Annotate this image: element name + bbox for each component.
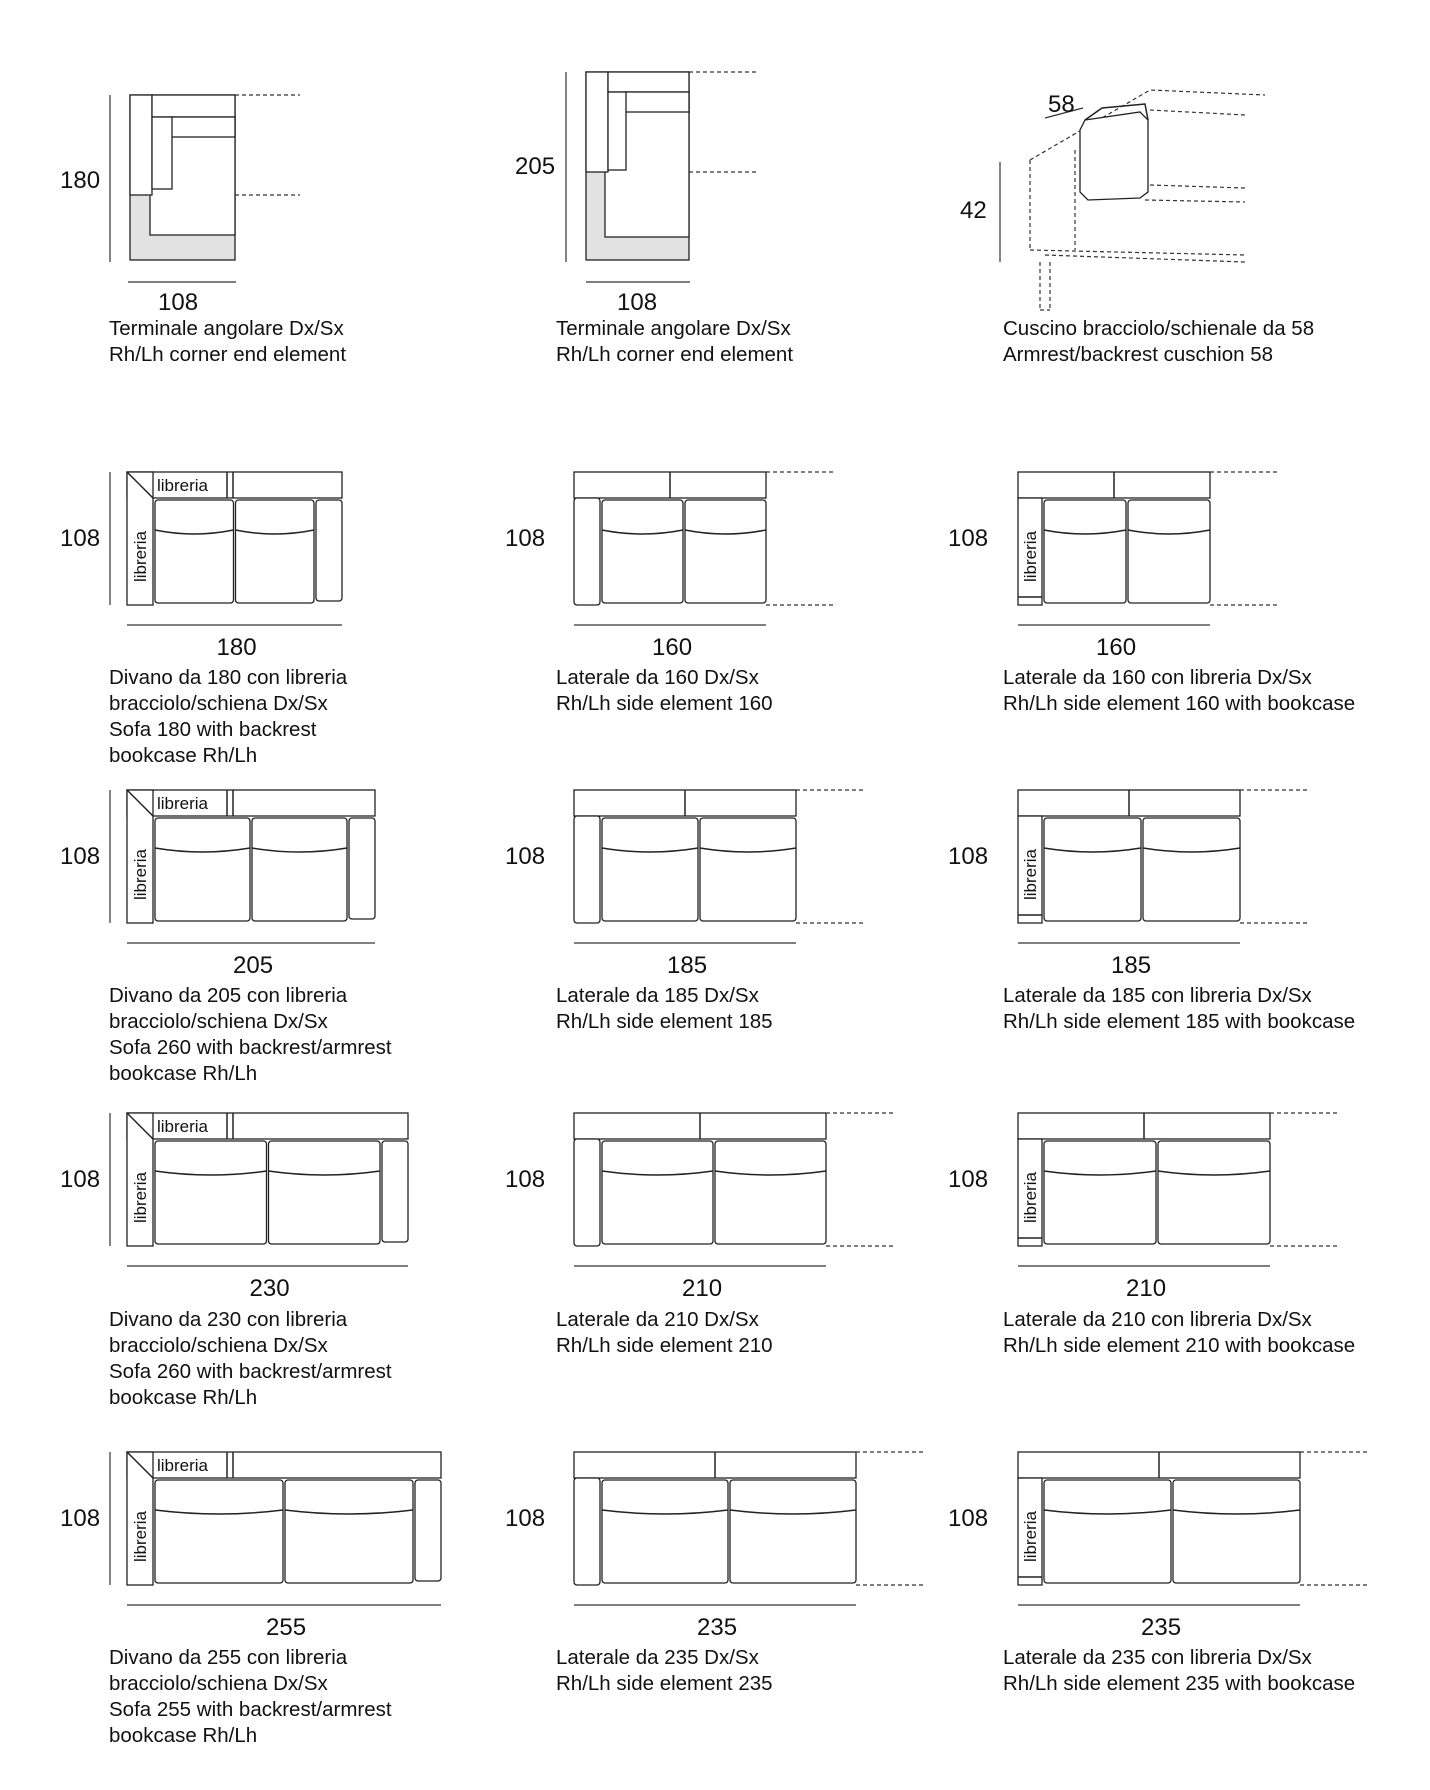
dim-height: 108: [505, 1505, 546, 1532]
armrest-cushion: [960, 90, 1265, 310]
caption-line: Rh/Lh side element 235: [556, 1672, 773, 1695]
caption-line: Armrest/backrest cuschion 58: [1003, 343, 1274, 366]
caption-line: bookcase Rh/Lh: [109, 1062, 258, 1085]
caption-line: Divano da 205 con libreria: [109, 984, 348, 1007]
dim-height: 180: [60, 167, 101, 194]
caption-line: Divano da 255 con libreria: [109, 1646, 348, 1669]
caption-line: Terminale angolare Dx/Sx: [109, 317, 344, 340]
caption-line: Rh/Lh side element 185: [556, 1010, 773, 1033]
seat-cushion: [1044, 1141, 1156, 1244]
dim-height: 108: [948, 1166, 989, 1193]
seat-cushion: [1173, 1480, 1300, 1583]
lateral-185: [505, 790, 864, 979]
seat-cushion: [155, 818, 250, 921]
lateral-bookcase-160: [948, 472, 1278, 661]
caption-line: Rh/Lh side element 160 with bookcase: [1003, 692, 1356, 715]
seat-cushion: [1158, 1141, 1270, 1244]
caption-line: Terminale angolare Dx/Sx: [556, 317, 791, 340]
seat-cushion: [1128, 500, 1210, 603]
dim-width: 210: [682, 1275, 723, 1302]
caption-cushion: [1003, 316, 1314, 368]
dim-height: 205: [515, 153, 556, 180]
dim-height: 108: [60, 1505, 101, 1532]
seat-cushion: [252, 818, 347, 921]
libreria-label-side: libreria: [131, 1171, 150, 1223]
caption-line: Divano da 230 con libreria: [109, 1308, 348, 1331]
libreria-label-top: libreria: [157, 794, 209, 813]
seat-cushion: [1044, 500, 1126, 603]
caption-line: Rh/Lh side element 185 with bookcase: [1003, 1010, 1356, 1033]
caption-lateral-bookcase-160: [1003, 665, 1355, 717]
caption-line: Rh/Lh corner end element: [109, 343, 347, 366]
lateral-bookcase-210: [948, 1113, 1338, 1302]
caption-line: bracciolo/schiena Dx/Sx: [109, 1672, 328, 1695]
seat-cushion: [602, 1480, 728, 1583]
dim-width: 230: [249, 1275, 290, 1302]
libreria-label-side: libreria: [131, 1510, 150, 1562]
dim-height: 108: [60, 843, 101, 870]
dim-height: 108: [60, 1166, 101, 1193]
caption-line: bracciolo/schiena Dx/Sx: [109, 1010, 328, 1033]
dim-height: 108: [60, 525, 101, 552]
caption-line: Rh/Lh side element 235 with bookcase: [1003, 1672, 1356, 1695]
caption-corner-a: [109, 316, 346, 368]
libreria-label-side: libreria: [1021, 530, 1040, 582]
seat-cushion: [685, 500, 766, 603]
armrest: [574, 816, 600, 923]
caption-line: Divano da 180 con libreria: [109, 666, 348, 689]
caption-line: Laterale da 185 con libreria Dx/Sx: [1003, 984, 1312, 1007]
libreria-label-side: libreria: [131, 848, 150, 900]
dim-height: 108: [948, 843, 989, 870]
caption-lateral-160: [556, 665, 773, 717]
caption-lateral-235: [556, 1645, 773, 1697]
dim-width: 235: [697, 1614, 738, 1641]
lateral-column: [505, 472, 924, 1641]
caption-lateral-185: [556, 983, 773, 1035]
seat-cushion: [236, 500, 315, 603]
dim-depth: 58: [1048, 91, 1075, 118]
seat-cushion: [1143, 818, 1240, 921]
seat-cushion: [602, 500, 683, 603]
libreria-label-top: libreria: [157, 476, 209, 495]
libreria-label-top: libreria: [157, 1456, 209, 1475]
lateral-210: [505, 1113, 894, 1302]
caption-line: Sofa 260 with backrest/armrest: [109, 1360, 392, 1383]
dim-width: 108: [158, 289, 199, 316]
seat-cushion: [700, 818, 796, 921]
lateral-160: [505, 472, 834, 661]
caption-line: bookcase Rh/Lh: [109, 1724, 258, 1747]
caption-line: Rh/Lh corner end element: [556, 343, 794, 366]
seat-cushion: [602, 818, 698, 921]
caption-line: bracciolo/schiena Dx/Sx: [109, 692, 328, 715]
caption-lateral-bookcase-235: [1003, 1645, 1355, 1697]
caption-line: Laterale da 160 con libreria Dx/Sx: [1003, 666, 1312, 689]
dim-width: 235: [1141, 1614, 1182, 1641]
caption-line: Rh/Lh side element 160: [556, 692, 773, 715]
armrest: [349, 818, 375, 919]
caption-sofa-180: [109, 665, 347, 769]
dim-height: 42: [960, 197, 987, 224]
seat-cushion: [285, 1480, 413, 1583]
dim-width: 160: [1096, 634, 1137, 661]
caption-line: bookcase Rh/Lh: [109, 1386, 258, 1409]
sofa-255: [60, 1452, 441, 1641]
seat-cushion: [269, 1141, 381, 1244]
libreria-label-top: libreria: [157, 1117, 209, 1136]
dim-height: 108: [505, 525, 546, 552]
libreria-label-side: libreria: [1021, 848, 1040, 900]
caption-sofa-230: [109, 1307, 392, 1411]
caption-corner-b: [556, 316, 793, 368]
caption-lateral-bookcase-185: [1003, 983, 1355, 1035]
lateral-bookcase-column: [948, 472, 1368, 1641]
lateral-bookcase-185: [948, 790, 1308, 979]
libreria-label-side: libreria: [131, 530, 150, 582]
dim-width: 180: [216, 634, 257, 661]
caption-sofa-255: [109, 1645, 392, 1749]
caption-line: Sofa 260 with backrest/armrest: [109, 1036, 392, 1059]
caption-line: Laterale da 235 con libreria Dx/Sx: [1003, 1646, 1312, 1669]
caption-line: Sofa 180 with backrest: [109, 718, 317, 741]
dim-width: 255: [266, 1614, 307, 1641]
dim-width: 210: [1126, 1275, 1167, 1302]
dim-height: 108: [948, 1505, 989, 1532]
lateral-235: [505, 1452, 924, 1641]
corner-element-180: [60, 95, 300, 316]
caption-line: Sofa 255 with backrest/armrest: [109, 1698, 392, 1721]
seat-cushion: [155, 1480, 283, 1583]
caption-line: Laterale da 185 Dx/Sx: [556, 984, 759, 1007]
dim-width: 185: [667, 952, 708, 979]
armrest: [574, 498, 600, 605]
seat-cushion: [1044, 1480, 1171, 1583]
seat-cushion: [715, 1141, 826, 1244]
dim-width: 108: [617, 289, 658, 316]
caption-line: Rh/Lh side element 210 with bookcase: [1003, 1334, 1356, 1357]
dim-width: 205: [233, 952, 274, 979]
dim-height: 108: [505, 843, 546, 870]
caption-lateral-210: [556, 1307, 773, 1359]
armrest: [574, 1139, 600, 1246]
dim-height: 108: [505, 1166, 546, 1193]
caption-line: Rh/Lh side element 210: [556, 1334, 773, 1357]
armrest: [574, 1478, 600, 1585]
caption-line: Laterale da 160 Dx/Sx: [556, 666, 759, 689]
caption-sofa-205: [109, 983, 392, 1087]
dim-width: 185: [1111, 952, 1152, 979]
corner-element-205: [515, 72, 758, 316]
caption-lateral-bookcase-210: [1003, 1307, 1355, 1359]
caption-line: Laterale da 235 Dx/Sx: [556, 1646, 759, 1669]
armrest: [382, 1141, 408, 1242]
caption-line: Laterale da 210 Dx/Sx: [556, 1308, 759, 1331]
caption-line: bracciolo/schiena Dx/Sx: [109, 1334, 328, 1357]
seat-cushion: [730, 1480, 856, 1583]
sofa-230: [60, 1113, 408, 1302]
armrest: [415, 1480, 441, 1581]
seat-cushion: [602, 1141, 713, 1244]
caption-line: Laterale da 210 con libreria Dx/Sx: [1003, 1308, 1312, 1331]
lateral-bookcase-235: [948, 1452, 1368, 1641]
seat-cushion: [1044, 818, 1141, 921]
seat-cushion: [155, 500, 234, 603]
libreria-label-side: libreria: [1021, 1171, 1040, 1223]
armrest: [316, 500, 342, 601]
sofa-205: [60, 790, 375, 979]
dim-width: 160: [652, 634, 693, 661]
caption-line: bookcase Rh/Lh: [109, 744, 258, 767]
sofa-180: [60, 472, 342, 661]
caption-line: Cuscino bracciolo/schienale da 58: [1003, 317, 1315, 340]
libreria-label-side: libreria: [1021, 1510, 1040, 1562]
dim-height: 108: [948, 525, 989, 552]
seat-cushion: [155, 1141, 267, 1244]
